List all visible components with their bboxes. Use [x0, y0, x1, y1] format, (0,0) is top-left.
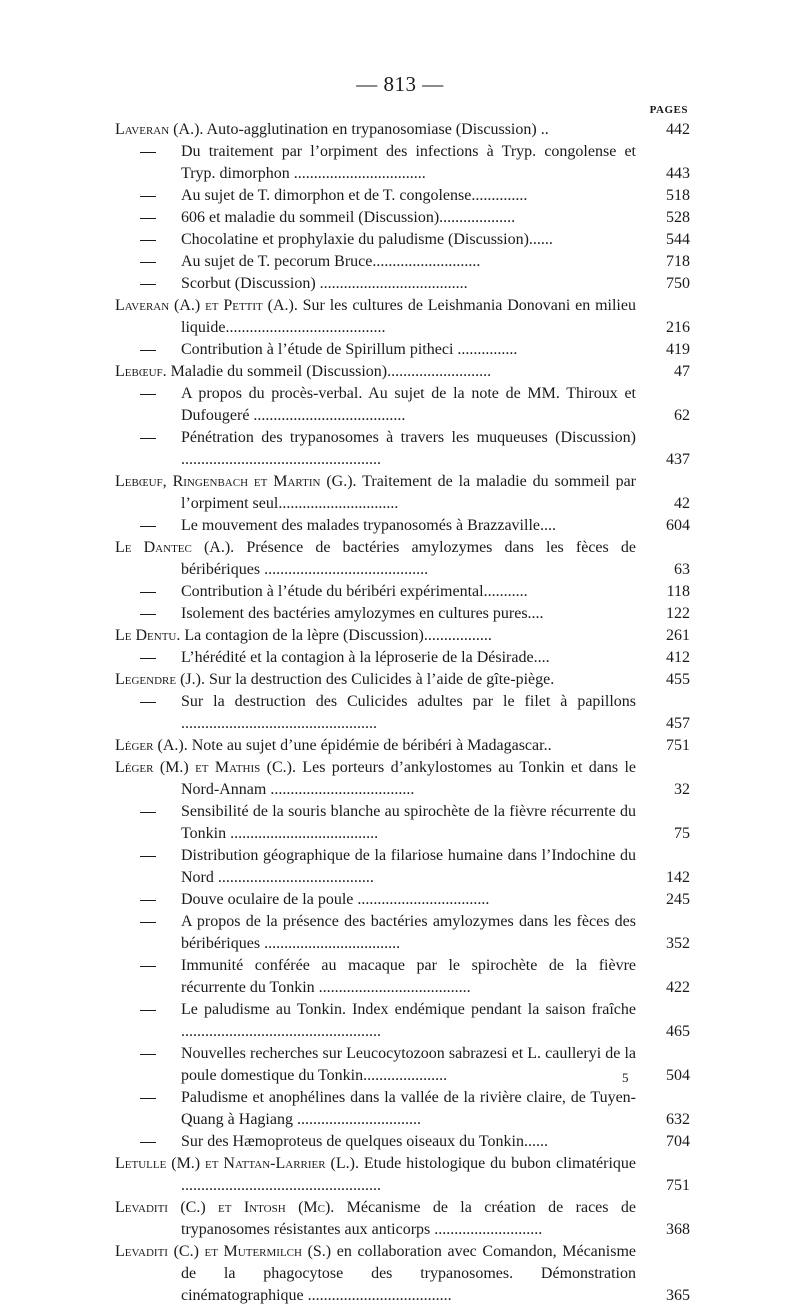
entry-title: L’hérédité et la contagion à la léproserie de la Désirade.... — [181, 649, 550, 666]
page-reference: 118 — [666, 583, 690, 600]
ditto-dash — [115, 603, 181, 625]
index-entry — [115, 207, 690, 229]
entry-text — [115, 801, 650, 845]
page-reference: 419 — [666, 341, 690, 358]
page-reference: 32 — [674, 781, 690, 798]
entry-text — [115, 669, 650, 691]
index-entry — [115, 537, 690, 581]
index-entry — [115, 361, 690, 383]
index-entry — [115, 669, 690, 691]
page-reference: 422 — [666, 979, 690, 996]
index-entry — [115, 185, 690, 207]
entry-text — [115, 603, 650, 625]
page-reference: 518 — [666, 187, 690, 204]
author-name: Léger (M.) et Mathis (C.). — [115, 759, 296, 776]
entry-title: Traitement de la maladie du sommeil par l’orpiment seul.............................. — [181, 473, 636, 512]
ditto-dash — [115, 515, 181, 537]
entry-text — [115, 383, 650, 427]
index-entry — [115, 471, 690, 515]
index-entry — [115, 691, 690, 735]
ditto-dash — [115, 229, 181, 251]
index-entry — [115, 911, 690, 955]
entry-title: Sur la destruction des Culicides à l’aide de gîte-piège. — [204, 671, 555, 688]
entry-text — [115, 537, 650, 581]
page-reference: 412 — [666, 649, 690, 666]
entry-text — [115, 273, 650, 295]
index-entry — [115, 295, 690, 339]
index-entry — [115, 427, 690, 471]
entry-text — [115, 295, 650, 339]
entry-text — [115, 207, 650, 229]
entry-title: A propos de la présence des bactéries amylozymes dans les fèces des béribériques .................................. — [181, 913, 636, 952]
page-reference: 750 — [666, 275, 690, 292]
entry-text — [115, 361, 650, 383]
entry-title: Le paludisme au Tonkin. Index endémique pendant la saison fraîche .................................................. — [181, 1001, 636, 1040]
entry-text — [115, 119, 650, 141]
entry-title: Scorbut (Discussion) ..................................... — [181, 275, 468, 292]
entry-title: Contribution à l’étude de Spirillum pitheci ............... — [181, 341, 518, 358]
index-entry — [115, 1241, 690, 1307]
page-reference: 368 — [666, 1221, 690, 1238]
index-entry — [115, 647, 690, 669]
entry-title: 606 et maladie du sommeil (Discussion)................... — [181, 209, 516, 226]
entry-title: Nouvelles recherches sur Leucocytozoon sabrazesi et L. caulleryi de la poule domestique du Tonkin..................... — [181, 1045, 636, 1084]
index-entry — [115, 889, 690, 911]
index-entry — [115, 1197, 690, 1241]
page-reference: 261 — [666, 627, 690, 644]
ditto-dash — [115, 889, 181, 911]
entry-text — [115, 1153, 650, 1197]
index-entry — [115, 229, 690, 251]
entry-text — [115, 185, 650, 207]
entry-title: Du traitement par l’orpiment des infections à Tryp. congolense et Tryp. dimorphon ................................. — [181, 143, 636, 182]
page-reference: 528 — [666, 209, 690, 226]
page-reference: 544 — [666, 231, 690, 248]
page-reference: 718 — [666, 253, 690, 270]
entry-text — [115, 339, 650, 361]
entry-title: Paludisme et anophélines dans la vallée de la rivière claire, de Tuyen-Quang à Hagiang ............................... — [181, 1089, 636, 1128]
index-entry — [115, 383, 690, 427]
index-entry — [115, 625, 690, 647]
ditto-dash — [115, 1131, 181, 1153]
index-entry — [115, 119, 690, 141]
page-reference: 62 — [674, 407, 690, 424]
page-reference: 122 — [666, 605, 690, 622]
entry-text — [115, 1241, 650, 1307]
entry-title: Le mouvement des malades trypanosomés à Brazzaville.... — [181, 517, 556, 534]
entry-title: Au sujet de T. dimorphon et de T. congolense.............. — [181, 187, 528, 204]
entry-title: Mécanisme de la création de races de trypanosomes résistantes aux anticorps ........................... — [181, 1199, 636, 1238]
entry-text — [115, 1043, 650, 1087]
entry-title: Au sujet de T. pecorum Bruce........................... — [181, 253, 481, 270]
index-entries — [115, 119, 690, 1307]
page-reference: 216 — [666, 319, 690, 336]
page-reference: 245 — [666, 891, 690, 908]
index-entry — [115, 141, 690, 185]
page-reference: 142 — [666, 869, 690, 886]
index-entry — [115, 757, 690, 801]
page-number: — 813 — — [356, 72, 444, 96]
author-name: Laveran (A.). — [115, 121, 204, 138]
ditto-dash — [115, 185, 181, 207]
page-reference: 437 — [666, 451, 690, 468]
entry-title: Auto-agglutination en trypanosomiase (Discussion) .. — [203, 121, 549, 138]
index-entry — [115, 1043, 690, 1087]
page-reference: 442 — [666, 121, 690, 138]
ditto-dash — [115, 911, 181, 933]
entry-title: Distribution géographique de la filariose humaine dans l’Indochine du Nord ....................................... — [181, 847, 636, 886]
page-reference: 443 — [666, 165, 690, 182]
entry-title: Note au sujet d’une épidémie de béribéri à Madagascar.. — [187, 737, 552, 754]
ditto-dash — [115, 251, 181, 273]
entry-text — [115, 1197, 650, 1241]
entry-title: Pénétration des trypanosomes à travers les muqueuses (Discussion) .................................................. — [181, 429, 636, 468]
entry-title: Les porteurs d’ankylostomes au Tonkin et dans le Nord-Annam .................................... — [181, 759, 636, 798]
author-name: Lebœuf, Ringenbach et Martin (G.). — [115, 473, 357, 490]
index-entry — [115, 1087, 690, 1131]
page-reference: 704 — [666, 1133, 690, 1150]
entry-text — [115, 471, 650, 515]
ditto-dash — [115, 141, 181, 163]
entry-text — [115, 647, 650, 669]
index-entry — [115, 251, 690, 273]
page-reference: 751 — [666, 1177, 690, 1194]
entry-title: Sur les cultures de Leishmania Donovani en milieu liquide........................................ — [181, 297, 636, 336]
page-reference: 604 — [666, 517, 690, 534]
ditto-dash — [115, 383, 181, 405]
author-name: Léger (A.). — [115, 737, 188, 754]
entry-title: Présence de bactéries amylozymes dans les fèces de béribériques ......................................... — [181, 539, 636, 578]
ditto-dash — [115, 801, 181, 823]
entry-text — [115, 735, 650, 757]
page-reference: 352 — [666, 935, 690, 952]
page-reference: 63 — [674, 561, 690, 578]
page-reference: 632 — [666, 1111, 690, 1128]
ditto-dash — [115, 999, 181, 1021]
ditto-dash — [115, 207, 181, 229]
author-name: Levaditi (C.) et Mutermilch (S.) — [115, 1243, 332, 1260]
index-entry — [115, 801, 690, 845]
page-reference: 365 — [666, 1287, 690, 1304]
index-entry — [115, 273, 690, 295]
page-reference: 504 — [666, 1067, 690, 1084]
entry-text — [115, 999, 650, 1043]
page-reference: 42 — [674, 495, 690, 512]
entry-text — [115, 691, 650, 735]
ditto-dash — [115, 273, 181, 295]
entry-title: Sensibilité de la souris blanche au spirochète de la fièvre récurrente du Tonkin ..................................... — [181, 803, 636, 842]
author-name: Le Dentu. — [115, 627, 181, 644]
entry-title: Etude histologique du bubon climatérique .................................................. — [181, 1155, 636, 1194]
ditto-dash — [115, 339, 181, 361]
author-name: Levaditi (C.) et Intosh (Mc). — [115, 1199, 335, 1216]
page-reference: 455 — [666, 671, 690, 688]
ditto-dash — [115, 845, 181, 867]
ditto-dash — [115, 1043, 181, 1065]
entry-title: Sur la destruction des Culicides adultes par le filet à papillons ................................................. — [181, 693, 636, 732]
entry-text — [115, 1087, 650, 1131]
entry-title: Maladie du sommeil (Discussion).......................... — [166, 363, 492, 380]
index-entry — [115, 735, 690, 757]
entry-text — [115, 581, 650, 603]
entry-text — [115, 889, 650, 911]
entry-title: Immunité conférée au macaque par le spirochète de la fièvre récurrente du Tonkin ...................................... — [181, 957, 636, 996]
entry-text — [115, 757, 650, 801]
index-entry — [115, 581, 690, 603]
entry-text — [115, 1131, 650, 1153]
index-entry — [115, 515, 690, 537]
pages-column-header: PAGES — [649, 104, 688, 116]
index-entry — [115, 999, 690, 1043]
author-name: Le Dantec (A.). — [115, 539, 235, 556]
index-entry — [115, 955, 690, 999]
entry-text — [115, 515, 650, 537]
ditto-dash — [115, 647, 181, 669]
entry-text — [115, 427, 650, 471]
entry-title: en collaboration avec Comandon, Mécanisme de la phagocytose des trypanosomes. Démonstration cinématographique .................................... — [181, 1243, 636, 1304]
author-name: Letulle (M.) et Nattan-Larrier (L.). — [115, 1155, 359, 1172]
page-reference: 47 — [674, 363, 690, 380]
index-entry — [115, 339, 690, 361]
page-reference: 75 — [674, 825, 690, 842]
index-entry — [115, 1153, 690, 1197]
ditto-dash — [115, 691, 181, 713]
index-entry — [115, 1131, 690, 1153]
entry-text — [115, 229, 650, 251]
entry-title: Sur des Hæmoproteus de quelques oiseaux du Tonkin...... — [181, 1133, 548, 1150]
ditto-dash — [115, 427, 181, 449]
signature-mark: 5 — [622, 1070, 629, 1085]
author-name: Lebœuf. — [115, 363, 167, 380]
entry-title: La contagion de la lèpre (Discussion)................. — [180, 627, 492, 644]
entry-text — [115, 625, 650, 647]
ditto-dash — [115, 1087, 181, 1109]
entry-title: Douve oculaire de la poule ................................. — [181, 891, 490, 908]
entry-title: A propos du procès-verbal. Au sujet de la note de MM. Thiroux et Dufougeré ...................................... — [181, 385, 636, 424]
ditto-dash — [115, 581, 181, 603]
author-name: Laveran (A.) et Pettit (A.). — [115, 297, 298, 314]
entry-text — [115, 845, 650, 889]
index-entry — [115, 603, 690, 625]
entry-text — [115, 911, 650, 955]
entry-text — [115, 141, 650, 185]
entry-text — [115, 251, 650, 273]
page-reference: 751 — [666, 737, 690, 754]
entry-text — [115, 955, 650, 999]
entry-title: Contribution à l’étude du béribéri expérimental........... — [181, 583, 528, 600]
entry-title: Chocolatine et prophylaxie du paludisme (Discussion)...... — [181, 231, 553, 248]
author-name: Legendre (J.). — [115, 671, 205, 688]
ditto-dash — [115, 955, 181, 977]
page-reference: 465 — [666, 1023, 690, 1040]
index-entry — [115, 845, 690, 889]
entry-title: Isolement des bactéries amylozymes en cultures pures.... — [181, 605, 544, 622]
page-reference: 457 — [666, 715, 690, 732]
